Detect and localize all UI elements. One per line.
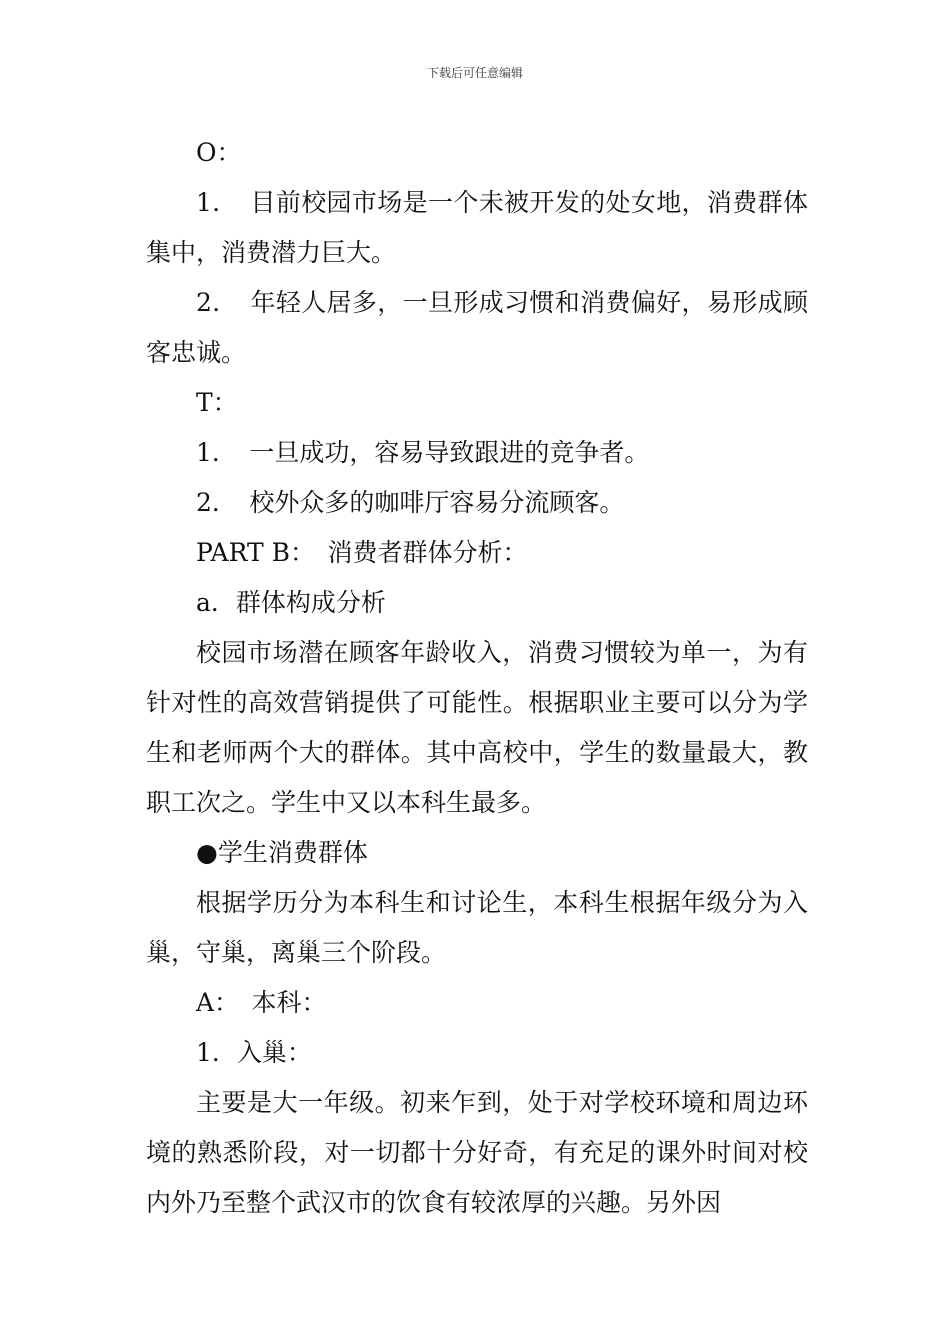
paragraph-t-item-2: 2． 校外众多的咖啡厅容易分流顾客。: [196, 488, 625, 517]
paragraph-enter-nest: 主要是大一年级。初来乍到，处于对学校环境和周边环境的熟悉阶段，对一切都十分好奇，有充足的课外时间对校内外乃至整个武汉市的饮食有较浓厚的兴趣。另外因: [146, 1088, 808, 1217]
paragraph-t-heading: T：: [196, 388, 238, 417]
subheading-student-group: ●学生消费群体: [196, 838, 368, 867]
paragraph-student-classification: 根据学历分为本科生和讨论生，本科生根据年级分为入巢，守巢，离巢三个阶段。: [146, 888, 808, 967]
paragraph-t-item-1: 1． 一旦成功，容易导致跟进的竞争者。: [196, 438, 650, 467]
document-body: [146, 128, 808, 1228]
paragraph-o-heading: O：: [196, 138, 242, 167]
subheading-group-composition: a．群体构成分析: [196, 588, 386, 617]
section-heading-part-b: PART B： 消费者群体分析：: [196, 538, 528, 567]
page-header: 下载后可任意编辑: [426, 66, 523, 80]
paragraph-group-composition: 校园市场潜在顾客年龄收入，消费习惯较为单一，为有针对性的高效营销提供了可能性。根据职业主要可以分为学生和老师两个大的群体。其中高校中，学生的数量最大，教职工次之。学生中又以本科生最多。: [146, 638, 808, 817]
paragraph-o-item-1: 1． 目前校园市场是一个未被开发的处女地，消费群体集中，消费潜力巨大。: [146, 188, 808, 267]
subheading-enter-nest: 1．入巢：: [196, 1038, 312, 1067]
subheading-undergraduate: A： 本科：: [196, 988, 327, 1017]
paragraph-o-item-2: 2． 年轻人居多，一旦形成习惯和消费偏好，易形成顾客忠诚。: [146, 288, 808, 367]
